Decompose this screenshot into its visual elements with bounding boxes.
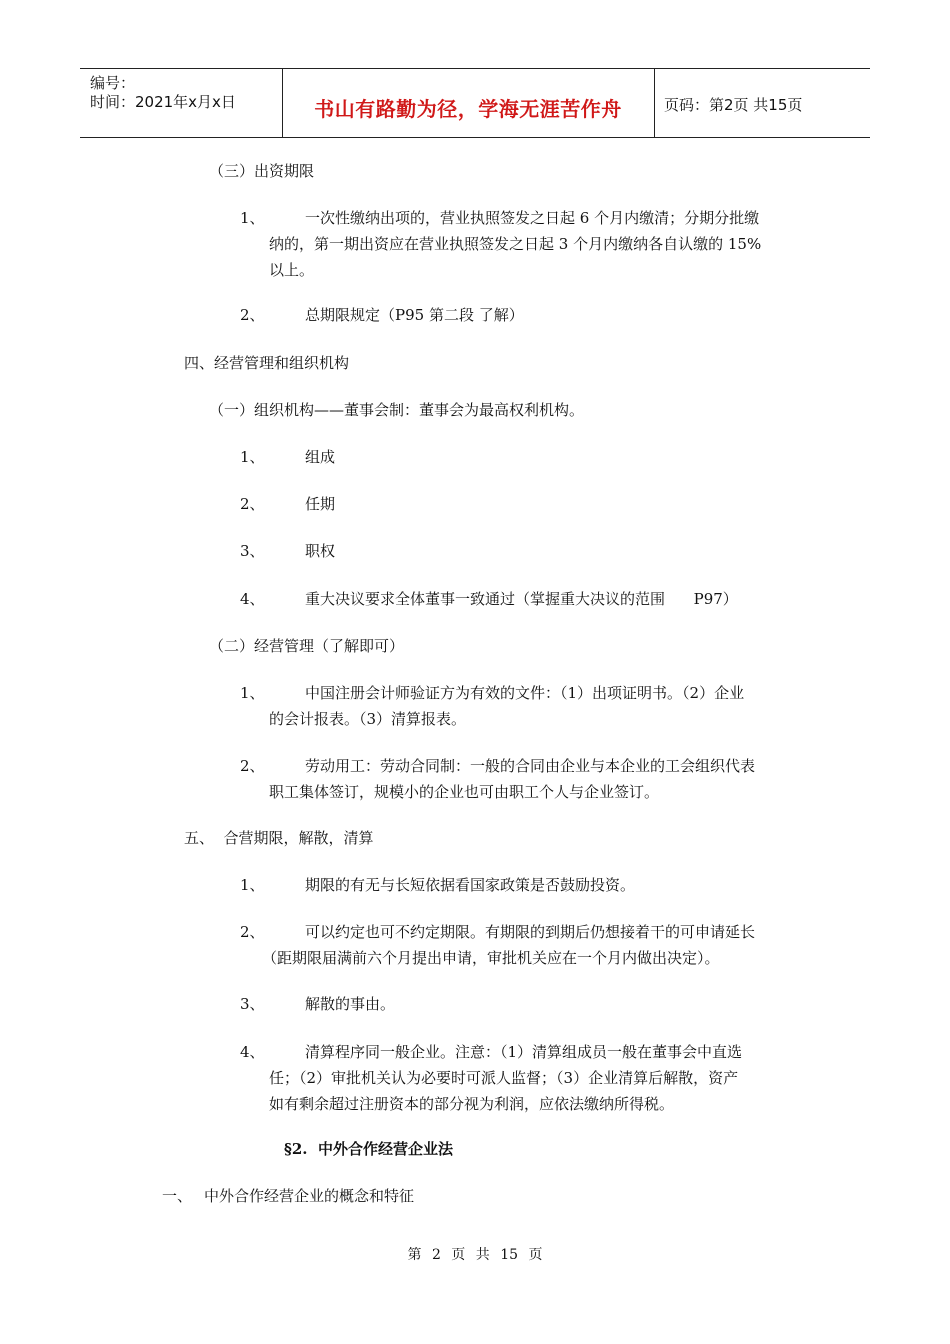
list-item-text: 中国注册会计师验证方为有效的文件：（1）出项证明书。（2）企业: [305, 684, 745, 702]
section-5-title: 五、 合营期限，解散，清算: [184, 829, 374, 847]
page-header: [80, 68, 870, 138]
list-number: 3、: [240, 542, 265, 560]
list-item-text: 任期: [305, 495, 336, 513]
header-motto: 书山有路勤为径，学海无涯苦作舟: [314, 97, 622, 121]
list-item-text: （距期限届满前六个月提出申请，审批机关应在一个月内做出决定）。: [262, 949, 720, 967]
list-number: 2、: [240, 757, 265, 775]
list-item-text: 的会计报表。（3）清算报表。: [269, 710, 467, 728]
list-item-text: 劳动用工：劳动合同制：一般的合同由企业与本企业的工会组织代表: [305, 757, 756, 775]
document-time-label: 时间：2021年x月x日: [90, 93, 236, 111]
list-number: 1、: [240, 876, 265, 894]
list-item-text: 组成: [305, 448, 336, 466]
list-number: 2、: [240, 923, 265, 941]
list-item-text: 解散的事由。: [305, 995, 396, 1013]
list-number: 4、: [240, 590, 265, 608]
header-left-cell: [80, 69, 283, 137]
list-item-text: 如有剩余超过注册资本的部分视为利润，应依法缴纳所得税。: [269, 1095, 675, 1113]
list-item-text: 以上。: [269, 261, 315, 279]
list-number: 1、: [240, 684, 265, 702]
list-item-text: 可以约定也可不约定期限。有期限的到期后仍想接着干的可申请延长: [305, 923, 756, 941]
chapter-heading: §2. 中外合作经营企业法: [284, 1140, 453, 1158]
list-item-text: 一次性缴纳出项的，营业执照签发之日起 6 个月内缴清；分期分批缴: [305, 209, 760, 227]
list-item-text: 任；（2）审批机关认为必要时可派人监督；（3）企业清算后解散，资产: [269, 1069, 739, 1087]
list-number: 4、: [240, 1043, 265, 1061]
header-right-cell: [654, 69, 870, 137]
list-item-text: 期限的有无与长短依据看国家政策是否鼓励投资。: [305, 876, 636, 894]
section-3-title: （三）出资期限: [209, 162, 315, 180]
list-number: 一、: [162, 1187, 193, 1205]
document-number-label: 编号：: [90, 74, 136, 92]
list-number: 2、: [240, 495, 265, 513]
header-page-number: 页码：第2页 共15页: [664, 96, 803, 114]
section-4b-title: （二）经营管理（了解即可）: [209, 637, 405, 655]
list-item-text: 职权: [305, 542, 336, 560]
list-item-text: 纳的，第一期出资应在营业执照签发之日起 3 个月内缴纳各自认缴的 15%: [269, 235, 762, 253]
list-item-text: 总期限规定（P95 第二段 了解）: [305, 306, 524, 324]
section-1-title: 中外合作经营企业的概念和特征: [204, 1187, 415, 1205]
list-number: 1、: [240, 209, 265, 227]
list-number: 2、: [240, 306, 265, 324]
page-footer: 第 2 页 共 15 页: [407, 1247, 543, 1263]
list-item-text: 重大决议要求全体董事一致通过（掌握重大决议的范围 P97）: [305, 590, 738, 608]
header-middle-cell: [282, 69, 655, 137]
section-4-title: 四、经营管理和组织机构: [184, 354, 350, 372]
list-number: 3、: [240, 995, 265, 1013]
list-item-text: 职工集体签订，规模小的企业也可由职工个人与企业签订。: [269, 783, 660, 801]
section-4a-title: （一）组织机构——董事会制：董事会为最高权利机构。: [209, 401, 585, 419]
list-number: 1、: [240, 448, 265, 466]
list-item-text: 清算程序同一般企业。注意：（1）清算组成员一般在董事会中直选: [305, 1043, 743, 1061]
